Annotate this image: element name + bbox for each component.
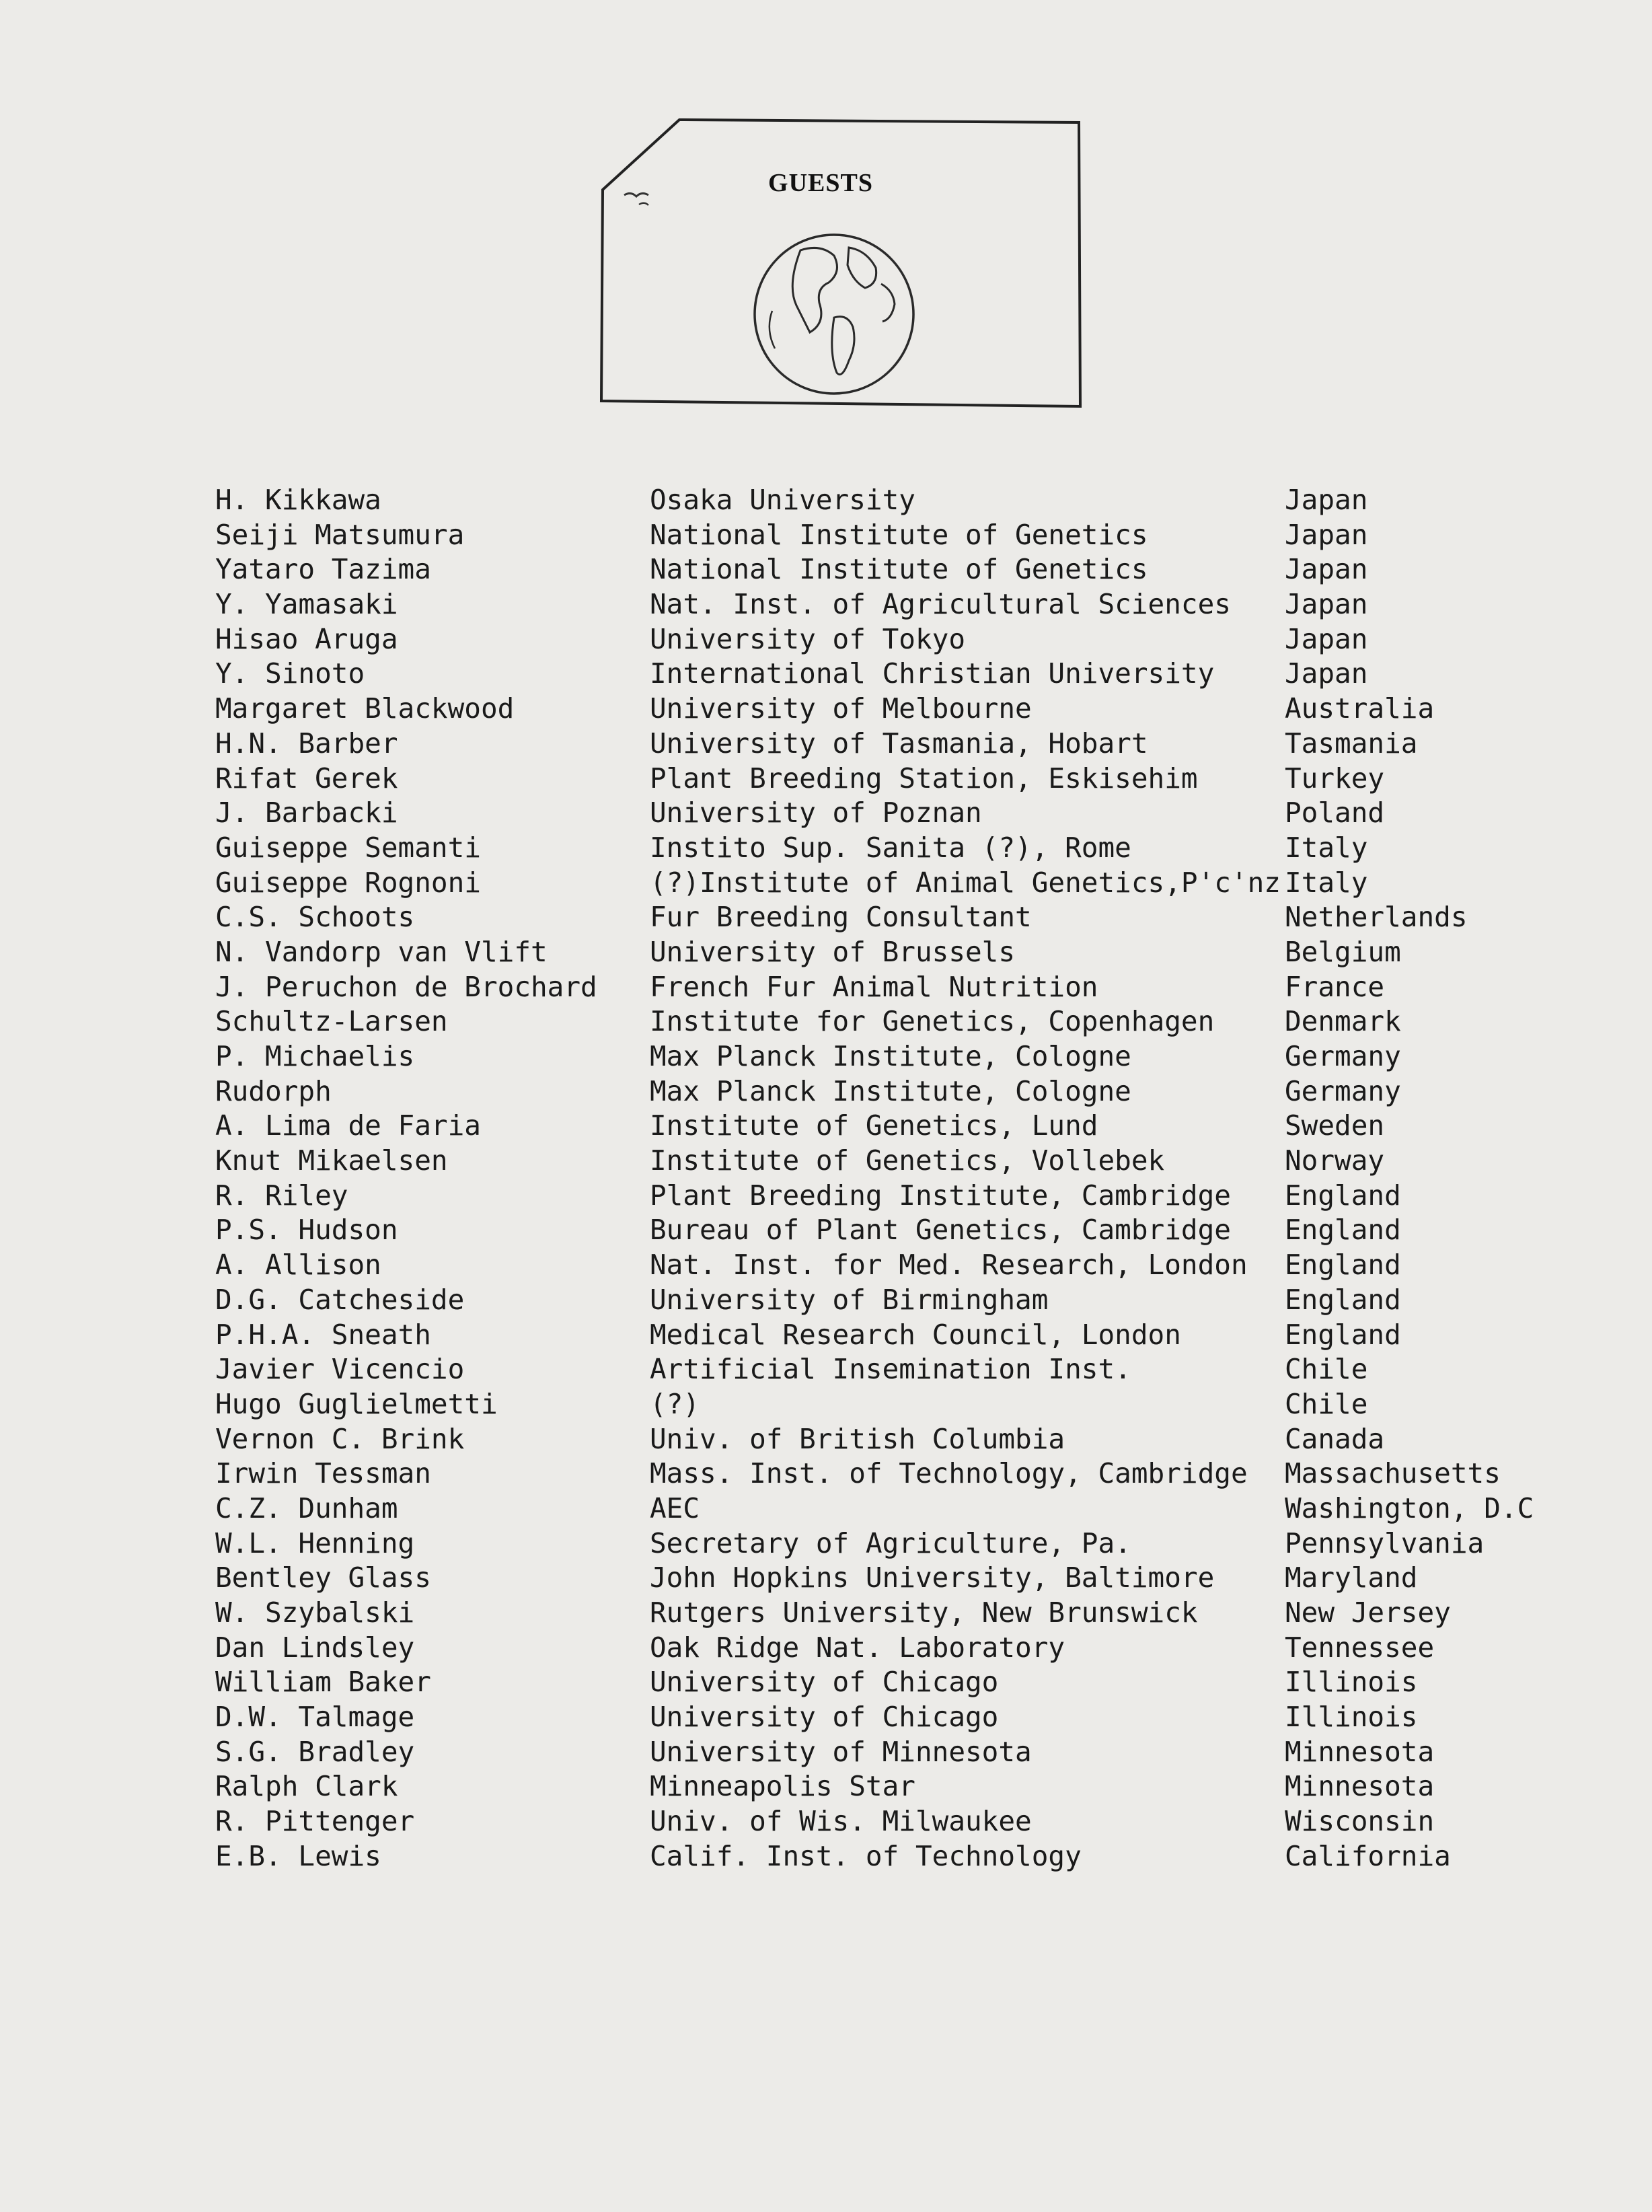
guest-name: A. Allison: [215, 1249, 381, 1282]
guest-name: Irwin Tessman: [215, 1457, 431, 1490]
guest-name: D.W. Talmage: [215, 1701, 415, 1734]
guest-row: [215, 1839, 1493, 1874]
guest-location: Minnesota: [1285, 1735, 1435, 1768]
guest-institution: Rutgers University, New Brunswick: [650, 1596, 1198, 1629]
guest-row: [215, 1074, 1493, 1109]
guest-location: Germany: [1285, 1040, 1401, 1072]
guest-institution: Max Planck Institute, Cologne: [650, 1040, 1131, 1072]
guest-location: Chile: [1285, 1387, 1368, 1420]
guest-location: Australia: [1285, 692, 1435, 725]
guest-location: Tennessee: [1285, 1631, 1435, 1664]
guest-row: [215, 1387, 1493, 1422]
guest-institution: Plant Breeding Institute, Cambridge: [650, 1179, 1231, 1212]
guest-row: [215, 483, 1493, 518]
guest-row: [215, 1665, 1493, 1700]
guest-name: J. Barbacki: [215, 797, 398, 830]
guest-name: H. Kikkawa: [215, 484, 381, 516]
guest-name: Guiseppe Rognoni: [215, 866, 481, 899]
guest-location: England: [1285, 1179, 1401, 1212]
guest-location: Chile: [1285, 1353, 1368, 1386]
guest-row: [215, 762, 1493, 797]
guest-row: [215, 1769, 1493, 1804]
guest-name: Schultz-Larsen: [215, 1005, 448, 1038]
guest-location: England: [1285, 1214, 1401, 1247]
guest-institution: University of Tokyo: [650, 622, 965, 655]
guest-name: William Baker: [215, 1666, 431, 1699]
guest-institution: National Institute of Genetics: [650, 553, 1148, 586]
guest-institution: University of Tasmania, Hobart: [650, 727, 1148, 760]
guest-institution: Artificial Insemination Inst.: [650, 1353, 1131, 1386]
guest-name: Bentley Glass: [215, 1561, 431, 1594]
guest-location: Wisconsin: [1285, 1805, 1435, 1838]
guest-name: J. Peruchon de Brochard: [215, 970, 597, 1003]
guest-row: [215, 1004, 1493, 1039]
guest-institution: National Institute of Genetics: [650, 518, 1148, 551]
guest-name: Dan Lindsley: [215, 1631, 415, 1664]
guest-row: [215, 1248, 1493, 1283]
guest-row: [215, 900, 1493, 935]
guest-name: Y. Yamasaki: [215, 588, 398, 621]
guest-name: Guiseppe Semanti: [215, 831, 481, 864]
guest-institution: University of Poznan: [650, 797, 982, 830]
guest-institution: Max Planck Institute, Cologne: [650, 1074, 1131, 1107]
guest-institution: Institute of Genetics, Lund: [650, 1109, 1098, 1142]
guest-institution: University of Birmingham: [650, 1283, 1049, 1316]
guest-institution: Oak Ridge Nat. Laboratory: [650, 1631, 1065, 1664]
guest-location: Canada: [1285, 1422, 1385, 1455]
guest-location: Germany: [1285, 1074, 1401, 1107]
guest-list: [215, 483, 1534, 1874]
guest-institution: AEC: [650, 1491, 700, 1524]
guest-institution: Instito Sup. Sanita (?), Rome: [650, 831, 1131, 864]
guest-name: Margaret Blackwood: [215, 692, 515, 725]
guest-location: Turkey: [1285, 762, 1385, 795]
guest-row: [215, 1596, 1493, 1631]
guest-name: D.G. Catcheside: [215, 1283, 465, 1316]
guest-location: Sweden: [1285, 1109, 1385, 1142]
guest-row: [215, 1491, 1534, 1526]
guest-row: [215, 1457, 1501, 1491]
guest-institution: Univ. of British Columbia: [650, 1422, 1065, 1455]
guest-location: Massachusetts: [1285, 1457, 1501, 1490]
guest-location: Belgium: [1285, 935, 1401, 968]
guest-row: [215, 866, 1493, 901]
guest-location: Tasmania: [1285, 727, 1418, 760]
guest-row: [215, 1526, 1493, 1561]
guest-name: R. Riley: [215, 1179, 348, 1212]
guest-institution: Univ. of Wis. Milwaukee: [650, 1805, 1032, 1838]
guest-name: Knut Mikaelsen: [215, 1144, 448, 1177]
guest-institution: French Fur Animal Nutrition: [650, 970, 1098, 1003]
guest-location: New Jersey: [1285, 1596, 1451, 1629]
guest-institution: Institute for Genetics, Copenhagen: [650, 1005, 1215, 1038]
guest-institution: Plant Breeding Station, Eskisehim: [650, 762, 1198, 795]
guest-location: Japan: [1285, 553, 1368, 586]
guest-institution: Osaka University: [650, 484, 915, 516]
guest-row: [215, 1144, 1493, 1179]
guest-row: [215, 1735, 1493, 1770]
guest-row: [215, 935, 1493, 970]
guest-institution: Minneapolis Star: [650, 1770, 915, 1803]
guest-location: Italy: [1285, 866, 1368, 899]
guest-institution: John Hopkins University, Baltimore: [650, 1561, 1215, 1594]
guest-institution: University of Chicago: [650, 1701, 999, 1734]
guest-institution: Fur Breeding Consultant: [650, 901, 1032, 934]
guest-row: [215, 622, 1493, 657]
guest-institution: Bureau of Plant Genetics, Cambridge: [650, 1214, 1231, 1247]
guest-row: [215, 1561, 1493, 1596]
guest-row: [215, 831, 1493, 866]
guest-name: R. Pittenger: [215, 1805, 415, 1838]
guest-row: [215, 587, 1493, 622]
guest-name: Yataro Tazima: [215, 553, 431, 586]
guest-name: Y. Sinoto: [215, 657, 365, 690]
guest-institution: University of Chicago: [650, 1666, 999, 1699]
guest-name: Rifat Gerek: [215, 762, 398, 795]
guest-location: Japan: [1285, 484, 1368, 516]
guest-location: Italy: [1285, 831, 1368, 864]
guest-row: [215, 1039, 1493, 1074]
guest-location: Netherlands: [1285, 901, 1468, 934]
guest-name: C.S. Schoots: [215, 901, 415, 934]
guest-row: [215, 1631, 1493, 1666]
guest-location: Denmark: [1285, 1005, 1401, 1038]
guest-location: England: [1285, 1249, 1401, 1282]
guest-institution: University of Minnesota: [650, 1735, 1032, 1768]
guest-location: Illinois: [1285, 1701, 1418, 1734]
guest-name: Hisao Aruga: [215, 622, 398, 655]
guest-name: Vernon C. Brink: [215, 1422, 465, 1455]
guest-institution: Nat. Inst. of Agricultural Sciences: [650, 588, 1231, 621]
guest-institution: Secretary of Agriculture, Pa.: [650, 1526, 1131, 1559]
guest-name: N. Vandorp van Vlift: [215, 935, 548, 968]
guest-location: Japan: [1285, 588, 1368, 621]
guest-row: [215, 1179, 1493, 1214]
guest-row: [215, 518, 1493, 553]
guest-row: [215, 727, 1493, 762]
guest-name: Seiji Matsumura: [215, 518, 465, 551]
guest-institution: University of Brussels: [650, 935, 1016, 968]
guest-institution: Calif. Inst. of Technology: [650, 1839, 1082, 1872]
guest-name: A. Lima de Faria: [215, 1109, 481, 1142]
guest-row: [215, 1283, 1493, 1318]
guest-name: Hugo Guglielmetti: [215, 1387, 498, 1420]
guest-institution: Medical Research Council, London: [650, 1318, 1181, 1351]
guest-name: E.B. Lewis: [215, 1839, 381, 1872]
guest-location: Japan: [1285, 657, 1368, 690]
guest-name: P. Michaelis: [215, 1040, 415, 1072]
guest-location: Norway: [1285, 1144, 1385, 1177]
guest-name: Rudorph: [215, 1074, 332, 1107]
guest-row: [215, 657, 1493, 692]
guests-stamp: [599, 116, 1083, 412]
guest-row: [215, 1213, 1493, 1248]
guest-institution: Nat. Inst. for Med. Research, London: [650, 1249, 1248, 1282]
guest-row: [215, 1352, 1493, 1387]
guest-location: England: [1285, 1318, 1401, 1351]
guest-name: W. Szybalski: [215, 1596, 415, 1629]
guest-name: H.N. Barber: [215, 727, 398, 760]
guest-row: [215, 1422, 1493, 1457]
guest-name: Javier Vicencio: [215, 1353, 465, 1386]
guest-location: Japan: [1285, 622, 1368, 655]
guest-location: England: [1285, 1283, 1401, 1316]
guest-row: [215, 1804, 1493, 1839]
guest-location: Pennsylvania: [1285, 1526, 1485, 1559]
guest-name: W.L. Henning: [215, 1526, 415, 1559]
guest-location: Illinois: [1285, 1666, 1418, 1699]
guest-row: [215, 796, 1493, 831]
guest-row: [215, 970, 1493, 1005]
guest-location: Poland: [1285, 797, 1385, 830]
guest-institution: Institute of Genetics, Vollebek: [650, 1144, 1165, 1177]
guest-location: California: [1285, 1839, 1451, 1872]
guest-row: [215, 552, 1493, 587]
guest-location: Maryland: [1285, 1561, 1418, 1594]
guest-location: Japan: [1285, 518, 1368, 551]
guest-location: Washington, D.C: [1285, 1491, 1534, 1524]
guest-institution: Mass. Inst. of Technology, Cambridge: [650, 1457, 1248, 1490]
guest-row: [215, 692, 1493, 727]
guest-name: S.G. Bradley: [215, 1735, 415, 1768]
guest-row: [215, 1109, 1493, 1144]
guest-location: Minnesota: [1285, 1770, 1435, 1803]
page-title: GUESTS: [768, 169, 873, 197]
guest-institution: (?): [650, 1387, 700, 1420]
guest-institution: International Christian University: [650, 657, 1215, 690]
guest-row: [215, 1318, 1493, 1353]
guest-name: P.H.A. Sneath: [215, 1318, 431, 1351]
guest-location: France: [1285, 970, 1385, 1003]
globe-stamp-icon: [599, 116, 1083, 412]
guest-row: [215, 1700, 1493, 1735]
guest-institution: University of Melbourne: [650, 692, 1032, 725]
guest-institution: (?)Institute of Animal Genetics,P'c'nz: [650, 866, 1281, 899]
guest-name: P.S. Hudson: [215, 1214, 398, 1247]
guest-name: C.Z. Dunham: [215, 1491, 398, 1524]
guest-name: Ralph Clark: [215, 1770, 398, 1803]
